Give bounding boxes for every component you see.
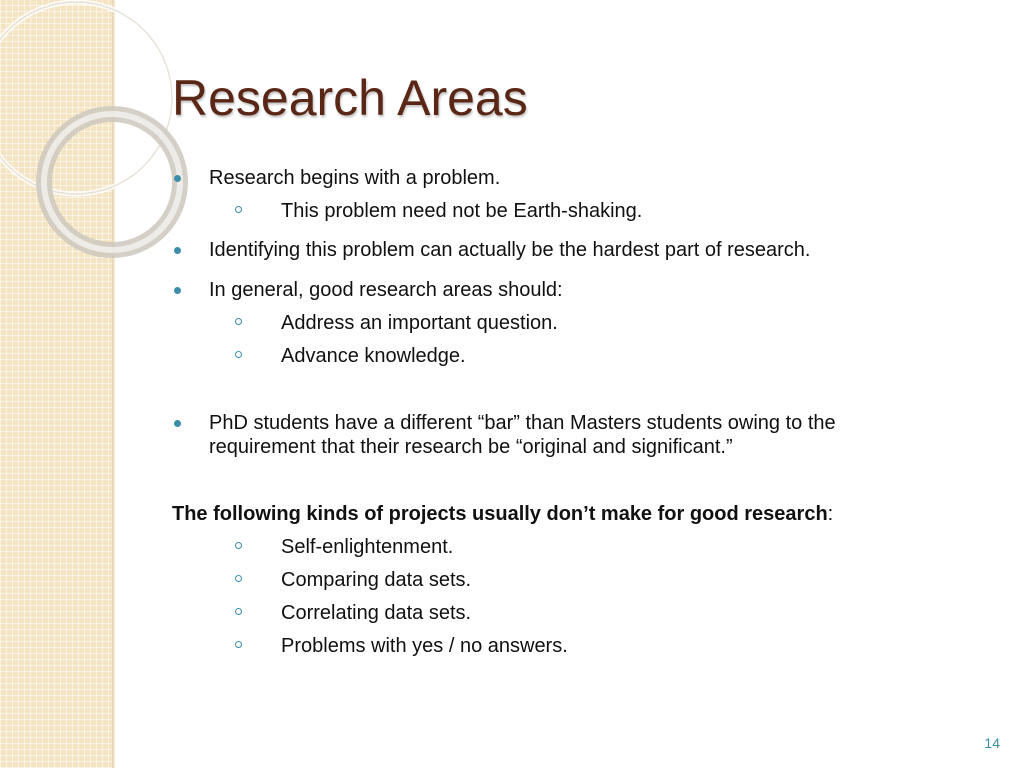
list-item: Self-enlightenment. (281, 536, 454, 558)
bold-heading (172, 502, 833, 526)
sub-bullet-icon (235, 542, 242, 549)
page-number: 14 (984, 735, 1000, 751)
bullet-icon (174, 247, 181, 254)
ring-decoration-icon (0, 0, 240, 300)
bullet-text: Identifying this problem can actually be the hardest part of research. (209, 239, 811, 261)
list-item: Correlating data sets. (281, 602, 472, 624)
slide-title: Research Areas (172, 70, 528, 126)
sub-bullet-icon (235, 206, 242, 213)
sub-bullet-text: Address an important question. (281, 312, 558, 334)
list-item: Problems with yes / no answers. (281, 635, 568, 657)
sub-bullet-icon (235, 641, 242, 648)
sub-bullet-text: Advance knowledge. (281, 345, 466, 367)
sub-bullet-icon (235, 608, 242, 615)
bullet-icon (174, 287, 181, 294)
list-item: Comparing data sets. (281, 569, 472, 591)
bullet-text: In general, good research areas should: (209, 279, 563, 301)
bullet-text-line: PhD students have a different “bar” than Masters students owing to the (209, 412, 836, 434)
bullet-icon (174, 175, 181, 182)
sub-bullet-text: This problem need not be Earth-shaking. (281, 200, 643, 222)
bold-heading-text: The following kinds of projects usually don’t make for good research (172, 503, 828, 525)
sub-bullet-icon (235, 575, 242, 582)
bullet-icon (174, 420, 181, 427)
bullet-text-line: requirement that their research be “original and significant.” (209, 436, 733, 458)
bold-heading-colon: : (827, 503, 834, 525)
bullet-text: Research begins with a problem. (209, 167, 501, 189)
sub-bullet-icon (235, 351, 242, 358)
sub-bullet-icon (235, 318, 242, 325)
